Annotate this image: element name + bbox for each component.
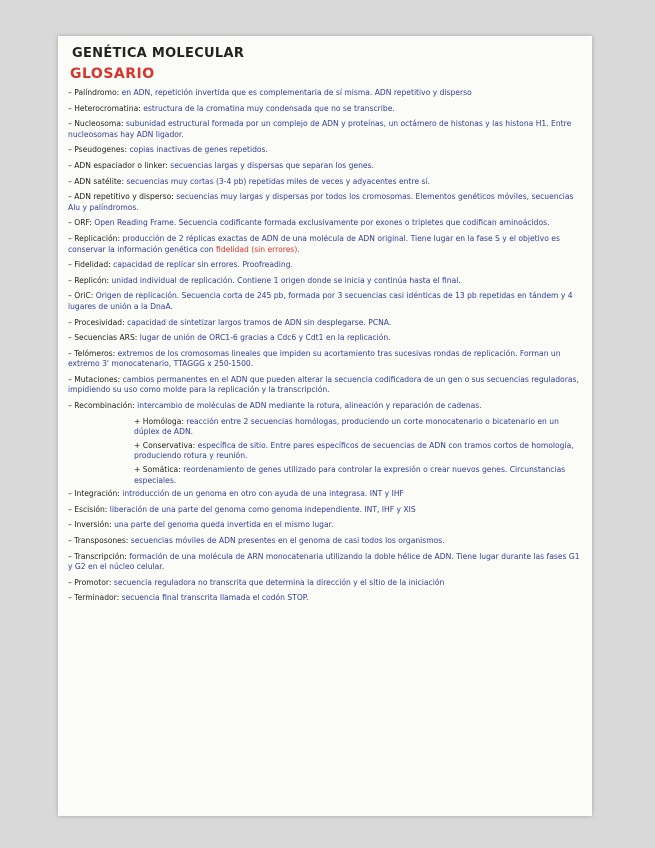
glossary-subentry (134, 441, 584, 462)
glossary-definition: Open Reading Frame. Secuencia codificante formada exclusivamente por exones o tripletes que codifican aminoácidos. (94, 218, 550, 228)
bullet-dash: – (68, 291, 75, 301)
bullet-dash: – (68, 551, 75, 561)
term-separator: : (120, 119, 126, 129)
bullet-dash: – (68, 103, 75, 113)
glossary-entry (68, 88, 584, 99)
bullet-dash: – (68, 260, 75, 270)
glossary-term: ADN espaciador o linker (74, 160, 166, 170)
bullet-dash: – (68, 119, 75, 129)
term-separator: : (121, 176, 127, 186)
glossary-definition: una parte del genoma queda invertida en el mismo lugar. (114, 520, 334, 530)
glossary-term: + Conservativa (134, 440, 193, 450)
glossary-entry (68, 489, 584, 500)
glossary-definition: secuencias muy cortas (3-4 pb) repetidas miles de veces y adyacentes entre sí. (126, 176, 430, 186)
glossary-entry (68, 276, 584, 287)
glossary-entry (68, 177, 584, 188)
glossary-entry (68, 234, 584, 255)
glossary-term: Procesividad (74, 317, 123, 327)
glossary-definition: secuencias largas y dispersas que separan los genes. (170, 160, 374, 170)
glossary-definition: intercambio de moléculas de ADN mediante la rotura, alineación y reparación de cadenas. (137, 401, 482, 411)
glossary-term: ADN satélite (74, 176, 122, 186)
term-separator: : (178, 465, 184, 475)
glossary-entry (68, 536, 584, 547)
term-separator: : (116, 88, 122, 97)
glossary-entry (68, 161, 584, 172)
bullet-dash: – (68, 88, 75, 97)
glossary-definition: copias inactivas de genes repetidos. (129, 145, 268, 155)
glossary-entry (68, 145, 584, 156)
page-title: GENÉTICA MOLECULAR (72, 46, 245, 61)
glossary-definition: secuencias muy largas y dispersas por todos los cromosomas. Elementos genéticos móviles, secuencias Alu y palíndromos. (68, 192, 574, 212)
bullet-dash: – (68, 160, 75, 170)
bullet-dash: – (68, 593, 75, 603)
glossary-entry (68, 593, 584, 604)
glossary-definition: específica de sitio. Entre pares específicos de secuencias de ADN con tramos cortos de homología, produciendo rotura y reunión. (134, 440, 574, 461)
glossary-term: Transcripción (74, 551, 125, 561)
term-separator: : (134, 333, 140, 343)
glossary-definition: secuencia final transcrita llamada el codón STOP. (121, 593, 309, 603)
glossary-subentry (134, 465, 584, 486)
glossary-definition: lugar de unión de ORC1-6 gracias a Cdc6 y Cdt1 en la replicación. (139, 333, 391, 343)
glossary-term: Replicón (74, 275, 107, 285)
bullet-dash: – (68, 317, 75, 327)
glossary-term: Nucleosoma (74, 119, 121, 129)
bullet-dash: – (68, 145, 75, 155)
glossary-entry (68, 218, 584, 229)
glossary-definition: subunidad estructural formada por un complejo de ADN y proteínas, un octámero de histonas y las histona H1. Entre nucleosomas hay ADN ligador. (68, 119, 572, 139)
glossary-term: Secuencias ARS (74, 333, 135, 343)
glossary-term: Replicación (74, 233, 118, 243)
bullet-dash: – (68, 333, 75, 343)
glossary-definition: extremos de los cromosomas lineales que impiden su acortamiento tras sucesivas rondas de replicación. Forman un extremo 3' monocatenario, TTAGGG x 250-1500. (68, 348, 561, 369)
glossary-entry (68, 505, 584, 516)
glossary-term: Integración (74, 489, 118, 499)
glossary-definition: estructura de la cromatina muy condensada que no se transcribe. (143, 103, 395, 113)
term-separator: : (89, 218, 95, 228)
glossary-definition: reacción entre 2 secuencias homólogas, produciendo un corte monocatenario o bicatenario en un dúplex de ADN. (134, 416, 559, 437)
term-separator: : (138, 103, 144, 113)
term-separator: : (104, 504, 110, 514)
bullet-dash: – (68, 401, 75, 411)
bullet-dash: – (68, 233, 75, 243)
glossary-term: Telómeros (74, 348, 113, 358)
glossary-term: Inversión (74, 520, 110, 530)
glossary-term: OriC (74, 291, 91, 301)
term-separator: : (122, 317, 128, 327)
term-separator: : (124, 551, 130, 561)
glossary-definition: introducción de un genoma en otro con ayuda de una integrasa. INT y IHF (122, 489, 404, 499)
glossary-term: Escisión (74, 504, 105, 514)
glossary-entry (68, 192, 584, 213)
glossary-entry (68, 520, 584, 531)
glossary-subentry (134, 417, 584, 438)
glossary-entry (68, 401, 584, 412)
term-separator: : (165, 160, 171, 170)
bullet-dash: – (68, 192, 75, 202)
section-heading: GLOSARIO (70, 66, 155, 82)
glossary-definition: reordenamiento de genes utilizado para controlar la expresión o crear nuevos genes. Circunstancias especiales. (134, 465, 566, 485)
term-separator: : (117, 233, 123, 243)
notebook-page (58, 36, 592, 816)
bullet-dash: – (68, 489, 75, 499)
glossary-term: ORF (74, 218, 90, 228)
glossary-definition: liberación de una parte del genoma como genoma independiente. INT, IHF y XIS (109, 504, 416, 514)
term-separator: : (192, 440, 198, 450)
term-separator: : (125, 536, 131, 545)
term-separator: : (109, 520, 115, 530)
glossary-definition: cambios permanentes en el ADN que pueden alterar la secuencia codificadora de un gen o sus secuencias reguladoras, impidiendo su uso como molde para la replicación y la transcripción. (68, 374, 579, 395)
term-separator: : (124, 145, 130, 155)
bullet-dash: – (68, 520, 75, 530)
glossary-list (68, 88, 584, 609)
glossary-term: Mutaciones (74, 374, 118, 384)
glossary-entry (68, 318, 584, 329)
bullet-dash: – (68, 374, 75, 384)
glossary-term: + Somática (134, 465, 179, 475)
bullet-dash: – (68, 348, 75, 358)
term-separator: : (116, 593, 122, 603)
glossary-entry (68, 349, 584, 370)
glossary-definition: en ADN, repetición invertida que es complementaria de sí misma. ADN repetitivo y disperso (121, 88, 472, 97)
glossary-entry (68, 119, 584, 140)
term-separator: : (171, 192, 177, 202)
glossary-note: fidelidad (sin errores). (216, 244, 300, 254)
bullet-dash: – (68, 218, 75, 228)
glossary-term: Promotor (74, 577, 109, 587)
glossary-term: Heterocromatina (74, 103, 139, 113)
term-separator: : (132, 401, 138, 411)
bullet-dash: – (68, 577, 75, 587)
glossary-definition: capacidad de sintetizar largos tramos de ADN sin desplegarse. PCNA. (127, 317, 392, 327)
glossary-term: Pseudogenes (74, 145, 125, 155)
term-separator: : (108, 260, 114, 270)
glossary-entry (68, 578, 584, 589)
glossary-entry (68, 552, 584, 573)
glossary-entry (68, 291, 584, 312)
glossary-definition: capacidad de replicar sin errores. Proofreading. (113, 260, 293, 270)
glossary-definition: secuencias móviles de ADN presentes en el genoma de casi todos los organismos. (130, 536, 445, 545)
term-separator: : (108, 577, 114, 587)
glossary-term: ADN repetitivo y disperso (74, 192, 172, 202)
glossary-entry (68, 375, 584, 396)
bullet-dash: – (68, 176, 75, 186)
term-separator: : (106, 275, 112, 285)
term-separator: : (117, 374, 123, 384)
glossary-definition: Origen de replicación. Secuencia corta de 245 pb, formada por 3 secuencias casi idénticas de 13 pb repetidas en tándem y 4 lugares de unión a la DnaA. (68, 291, 573, 311)
glossary-term: + Homóloga (134, 416, 182, 426)
bullet-dash: – (68, 536, 75, 545)
glossary-entry (68, 104, 584, 115)
glossary-definition: secuencia reguladora no transcrita que determina la dirección y el sitio de la iniciación (113, 577, 445, 587)
term-separator: : (117, 489, 123, 499)
glossary-definition: formación de una molécula de ARN monocatenaria utilizando la doble hélice de ADN. Tiene lugar durante las fases G1 y G2 en el núcleo celular. (68, 551, 580, 572)
term-separator: : (90, 291, 96, 301)
bullet-dash: – (68, 504, 75, 514)
glossary-definition: unidad individual de replicación. Contiene 1 origen donde se inicia y continúa hasta el final. (111, 275, 461, 285)
term-separator: : (181, 416, 187, 426)
glossary-term: Recombinación (74, 401, 133, 411)
glossary-term: Fidelidad (74, 260, 109, 270)
term-separator: : (112, 348, 118, 358)
glossary-term: Transposones (74, 536, 126, 545)
glossary-definition: producción de 2 réplicas exactas de ADN de una molécula de ADN original. Tiene lugar en la fase S y el objetivo es conservar la información genética con (68, 233, 560, 254)
glossary-term: Palíndromo (74, 88, 117, 97)
glossary-entry (68, 333, 584, 344)
glossary-entry (68, 260, 584, 271)
bullet-dash: – (68, 275, 75, 285)
glossary-term: Terminador (74, 593, 117, 603)
